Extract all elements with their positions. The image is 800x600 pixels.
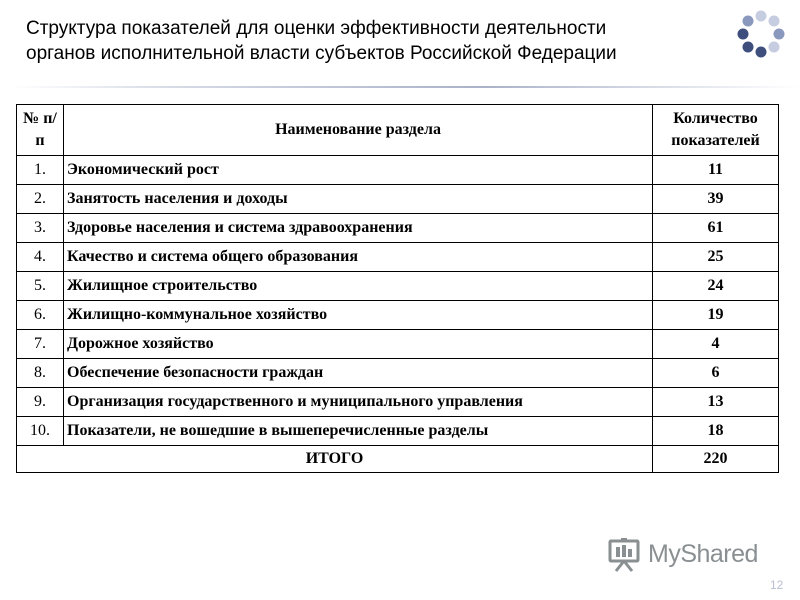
slide-title-line-2: органов исполнительной власти субъектов Российской Федерации	[26, 43, 617, 64]
row-num: 5.	[17, 272, 64, 301]
row-num: 2.	[17, 185, 64, 214]
row-name: Организация государственного и муниципального управления	[64, 388, 653, 417]
logo-text-my: My	[648, 540, 681, 568]
table-header-row	[17, 105, 779, 156]
table-row	[17, 243, 779, 272]
table-row	[17, 156, 779, 185]
row-count: 6	[653, 359, 779, 388]
row-count: 18	[653, 417, 779, 446]
presentation-board-icon	[606, 538, 642, 572]
row-num: 3.	[17, 214, 64, 243]
table-row	[17, 185, 779, 214]
myshared-logo	[606, 538, 776, 572]
row-name: Обеспечение безопасности граждан	[64, 359, 653, 388]
table-row	[17, 388, 779, 417]
row-num: 7.	[17, 330, 64, 359]
slide-title	[26, 16, 726, 66]
table-row	[17, 330, 779, 359]
table-row	[17, 301, 779, 330]
row-count: 11	[653, 156, 779, 185]
row-count: 39	[653, 185, 779, 214]
header-count: Количество показателей	[653, 105, 779, 156]
table-row	[17, 359, 779, 388]
indicators-table	[16, 104, 779, 473]
row-num: 10.	[17, 417, 64, 446]
table-row	[17, 417, 779, 446]
table-row	[17, 272, 779, 301]
row-name: Занятость населения и доходы	[64, 185, 653, 214]
row-count: 13	[653, 388, 779, 417]
total-row	[17, 446, 779, 473]
logo-text-shared: Shared	[680, 540, 758, 568]
header-num: № п/п	[17, 105, 64, 156]
total-label: ИТОГО	[17, 446, 653, 473]
row-name: Показатели, не вошедшие в вышеперечисленные разделы	[64, 417, 653, 446]
row-num: 4.	[17, 243, 64, 272]
row-num: 6.	[17, 301, 64, 330]
row-name: Экономический рост	[64, 156, 653, 185]
slide-title-line-1: Структура показателей для оценки эффективности деятельности	[26, 18, 607, 39]
row-count: 61	[653, 214, 779, 243]
page-number: 12	[770, 578, 784, 592]
table-row	[17, 214, 779, 243]
row-name: Дорожное хозяйство	[64, 330, 653, 359]
row-name: Жилищное строительство	[64, 272, 653, 301]
row-num: 8.	[17, 359, 64, 388]
row-num: 9.	[17, 388, 64, 417]
total-count: 220	[653, 446, 779, 473]
row-name: Здоровье населения и система здравоохранения	[64, 214, 653, 243]
row-count: 4	[653, 330, 779, 359]
logo-wordmark	[648, 540, 758, 569]
row-count: 24	[653, 272, 779, 301]
header-name: Наименование раздела	[64, 105, 653, 156]
title-divider	[10, 86, 800, 88]
row-count: 19	[653, 301, 779, 330]
row-name: Качество и система общего образования	[64, 243, 653, 272]
row-num: 1.	[17, 156, 64, 185]
dots-circle-icon	[735, 8, 787, 60]
row-count: 25	[653, 243, 779, 272]
row-name: Жилищно-коммунальное хозяйство	[64, 301, 653, 330]
